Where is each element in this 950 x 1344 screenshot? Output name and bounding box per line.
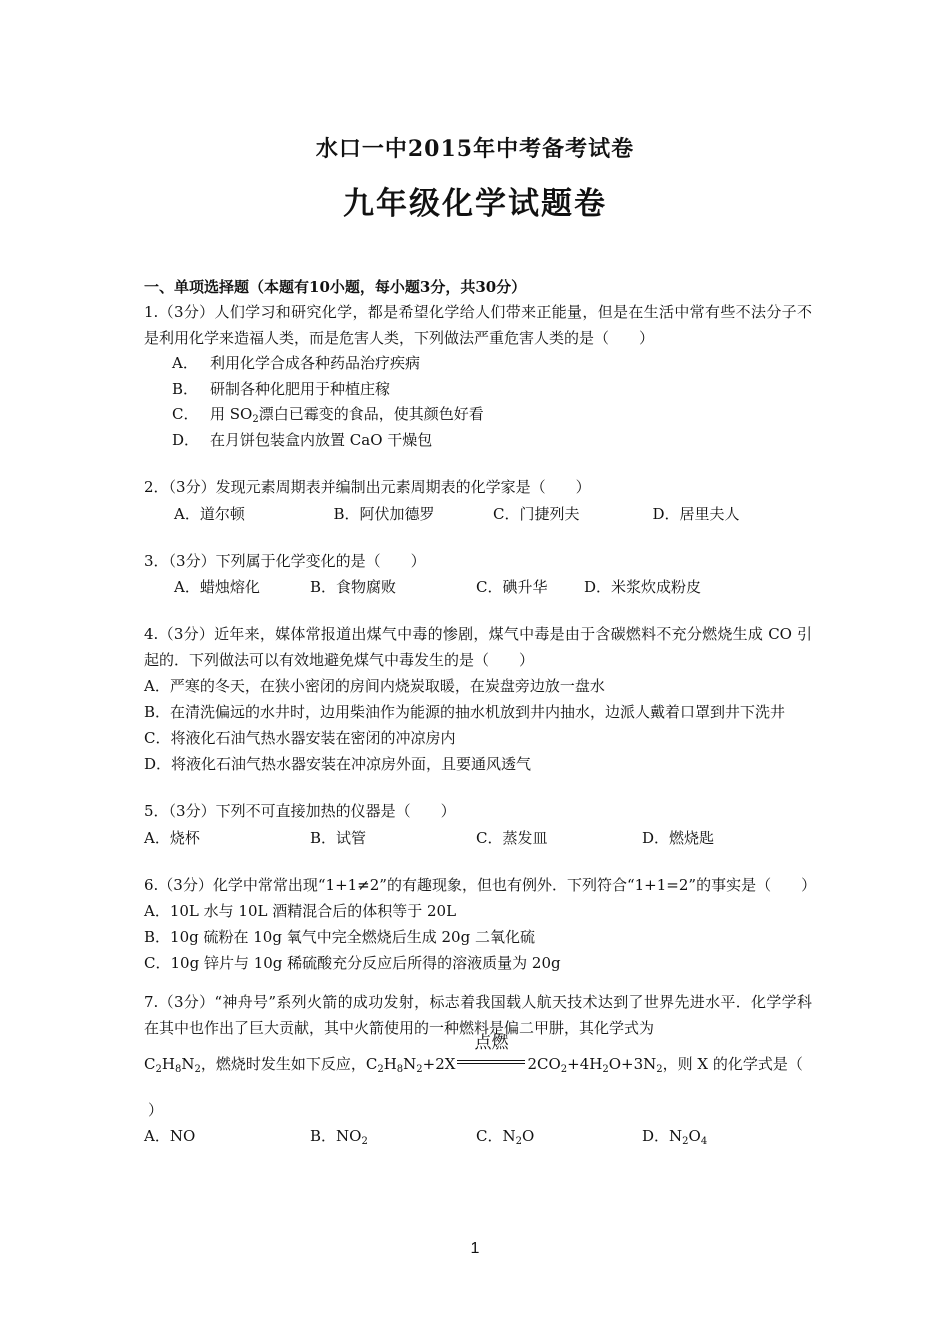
option-a: A．烧杯 xyxy=(144,828,200,847)
exam-content xyxy=(144,274,817,1149)
options-row xyxy=(144,501,812,527)
option-d: D．将液化石油气热水器安装在冲凉房外面，且要通风透气 xyxy=(144,755,532,773)
option-c: C．$N_2O$ xyxy=(476,1127,535,1147)
question-1 xyxy=(144,300,812,453)
option-b: B．$NO_2$ xyxy=(310,1127,368,1147)
question-stem: 1.（3分）人们学习和研究化学，都是希望化学给人们带来正能量，但是在生活中常有些不法分子不是利用化学来造福人类，而是危害人类，下列做法严重危害人类的是（ ） xyxy=(144,303,812,347)
page-number: 1 xyxy=(470,1240,480,1257)
question-2 xyxy=(144,475,812,527)
option-b: B．在清洗偏远的水井时，边用柴油作为能源的抽水机放到井内抽水，边派人戴着口罩到井下洗井 xyxy=(144,703,786,721)
option-a: A．蜡烛熔化 xyxy=(174,578,260,596)
question-4 xyxy=(144,622,812,777)
options-row xyxy=(144,825,812,851)
option-d: D．燃烧匙 xyxy=(642,828,715,847)
option-a: A．10L 水与 10L 酒精混合后的体积等于 20L xyxy=(144,902,457,920)
option-c: C．10g 锌片与 10g 稀硫酸充分反应后所得的溶液质量为 20g xyxy=(144,954,561,972)
option-b: B．阿伏加德罗 xyxy=(333,504,435,523)
question-6 xyxy=(144,873,817,977)
option-a: A．严寒的冬天，在狭小密闭的房间内烧炭取暖，在炭盘旁边放一盘水 xyxy=(144,677,605,695)
reaction-equation-line: $C_2H_8N_2$，燃烧时发生如下反应，$C_2H_8N_2+2X$ 点燃 $2CO_2+4H_2O+3N_2$，则 X 的化学式是（ xyxy=(144,1033,803,1075)
question-stem: 3．（3分）下列属于化学变化的是（ ） xyxy=(144,551,426,570)
question-stem: 7.（3分）“神舟号”系列火箭的成功发射，标志着我国载人航天技术达到了世界先进水平．化学学科在其中也作出了巨大贡献，其中火箭使用的一种燃料是偏二甲肼，其化学式为 xyxy=(144,993,812,1037)
options-row xyxy=(144,574,812,600)
option-d: D．米浆炊成粉皮 xyxy=(584,578,702,596)
question-5 xyxy=(144,799,812,851)
question-stem: 2．（3分）发现元素周期表并编制出元素周期表的化学家是（ ） xyxy=(144,478,591,496)
question-stem: 6.（3分）化学中常常出现“1+1≠2”的有趣现象，但也有例外．下列符合“1+1=2”的事实是（ ） xyxy=(144,875,817,894)
question-stem: 5．（3分）下列不可直接加热的仪器是（ ） xyxy=(144,802,456,820)
option-c: C． 用 $SO_2$漂白已霉变的食品，使其颜色好看 xyxy=(172,405,484,425)
option-b: B． 研制各种化肥用于种植庄稼 xyxy=(172,379,391,398)
answer-bracket-close: ） xyxy=(148,1101,164,1119)
question-3 xyxy=(144,549,812,601)
option-c: C．碘升华 xyxy=(476,578,548,596)
option-d: D． 在月饼包装盒内放置 CaO 干燥包 xyxy=(172,430,433,449)
option-c: C．蒸发皿 xyxy=(476,828,548,847)
question-stem: 4.（3分）近年来，媒体常报道出煤气中毒的惨剧，煤气中毒是由于含碳燃料不充分燃烧生成 CO 引起的．下列做法可以有效地避免煤气中毒发生的是（ ） xyxy=(144,625,812,669)
exam-subtitle: 九年级化学试题卷 xyxy=(343,186,607,222)
option-b: B．食物腐败 xyxy=(310,578,397,596)
option-a: A．NO xyxy=(144,1127,196,1145)
option-b: B．试管 xyxy=(310,828,367,847)
section-heading: 一、单项选择题（本题有10小题，每小题3分，共30分） xyxy=(144,278,527,296)
option-c: C．门捷列夫 xyxy=(493,504,580,523)
exam-title: 水口一中2015年中考备考试卷 xyxy=(315,136,635,162)
option-b: B．10g 硫粉在 10g 氧气中完全燃烧后生成 20g 二氧化硫 xyxy=(144,928,535,946)
option-a: A．道尔顿 xyxy=(174,504,245,523)
options-row xyxy=(144,1123,812,1149)
option-c: C．将液化石油气热水器安装在密闭的冲凉房内 xyxy=(144,729,456,747)
reaction-condition: 点燃 xyxy=(455,1052,527,1072)
option-d: D．居里夫人 xyxy=(652,504,740,523)
question-7 xyxy=(144,990,812,1149)
option-d: D．$N_2O_4$ xyxy=(642,1127,708,1147)
option-a: A． 利用化学合成各种药品治疗疾病 xyxy=(172,354,421,372)
